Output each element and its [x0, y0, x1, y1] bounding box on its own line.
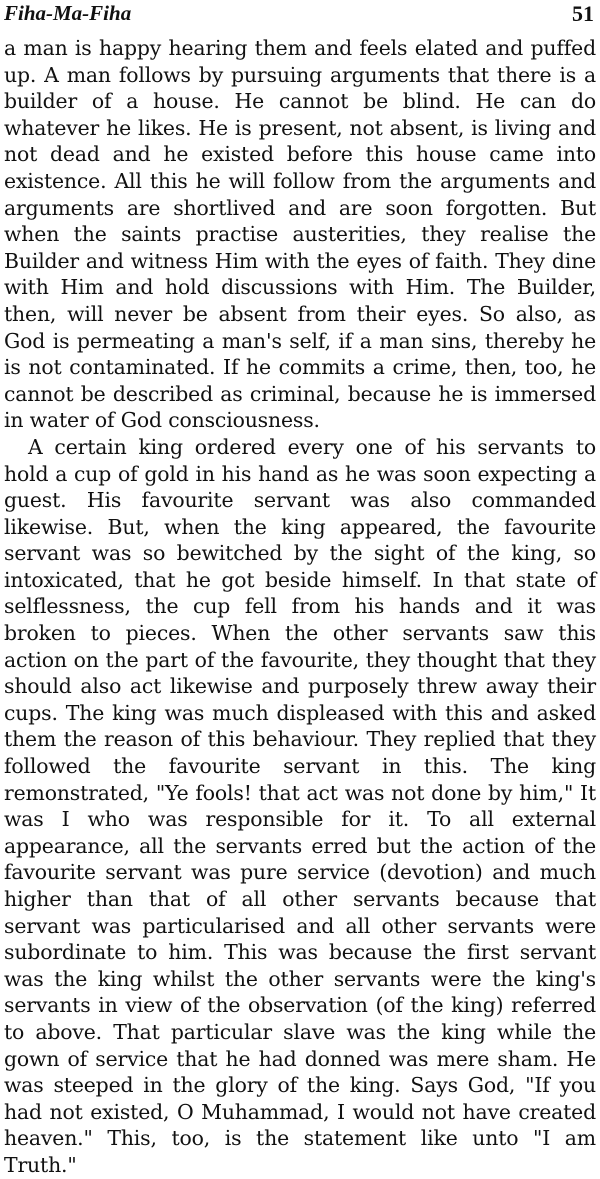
paragraph-continuation: a man is happy hearing them and feels elated and puffed up. A man follows by pursuing arguments that there is a builder of a house. He cannot be blind. He can do whatever he likes. He is present, not absent, is living and not dead and he existed before this house came into existence. All this he will follow from the arguments and arguments are shortlived and are soon forgotten. But when the saints practise austerities, they realise the Builder and witness Him with the eyes of faith. They dine with Him and hold discussions with Him. The Builder, then, will never be absent from their eyes. So also, as God is permeating a man's self, if a man sins, thereby he is not contaminated. If he commits a crime, then, too, he cannot be described as criminal, because he is immersed in water of God consciousness. [4, 36, 596, 433]
page-header [0, 0, 600, 28]
page-number: 51 [572, 1, 594, 26]
body-text [4, 35, 596, 1179]
running-title: Fiha-Ma-Fiha [4, 1, 132, 25]
paragraph-king-servants: A certain king ordered every one of his servants to hold a cup of gold in his hand as he was soon expecting a guest. His favourite servant was also commanded likewise. But, when the king appeared, the favourite servant was so bewitched by the sight of the king, so intoxicated, that he got beside himself. In that state of selflessness, the cup fell from his hands and it was broken to pieces. When the other servants saw this action on the part of the favourite, they thought that they should also act likewise and purposely threw away their cups. The king was much displeased with this and asked them the reason of this behaviour. They replied that they followed the favourite servant in this. The king remonstrated, "Ye fools! that act was not done by him," It was I who was responsible for it. To all external appearance, all the servants erred but the action of the favourite servant was pure service (devotion) and much higher than that of all other servants because that servant was particularised and all other servants were subordinate to him. This was because the first servant was the king whilst the other servants were the king's servants in view of the observation (of the king) referred to above. That particular slave was the king while the gown of service that he had donned was mere sham. He was steeped in the glory of the king. Says God, "If you had not existed, O Muhammad, I would not have created heaven." This, too, is the statement like unto "I am Truth." [4, 434, 596, 1177]
